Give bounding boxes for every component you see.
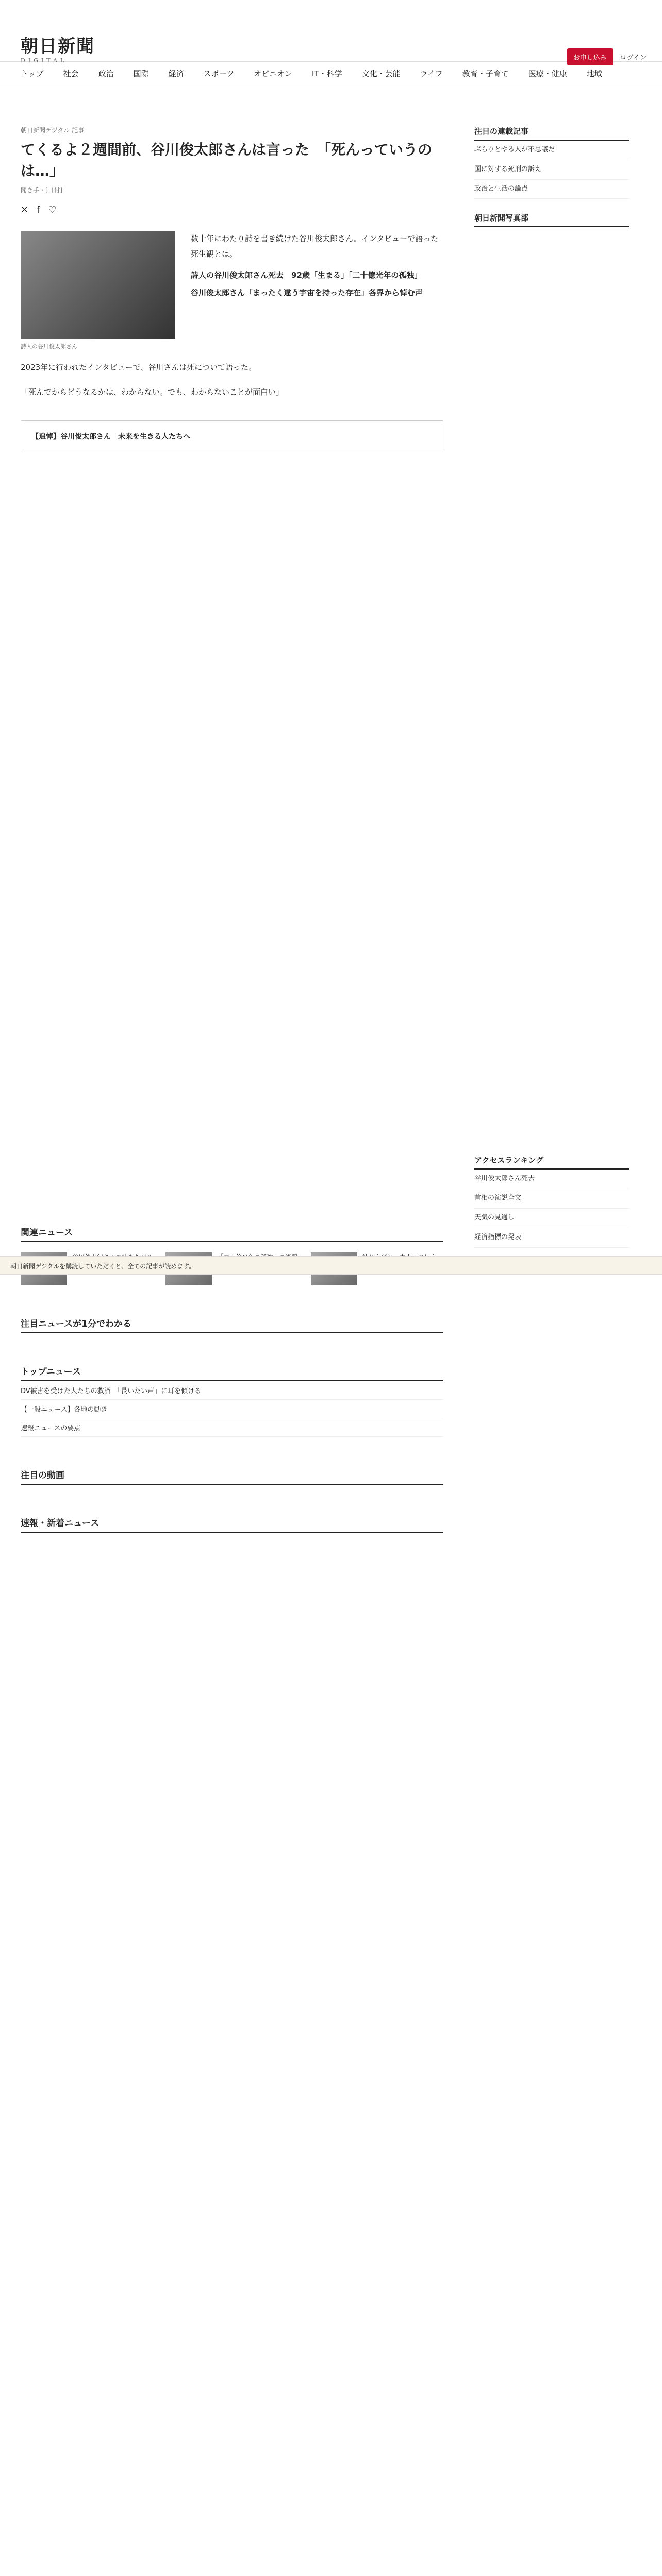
nav-item[interactable]: スポーツ [203, 69, 235, 78]
related-link[interactable]: 谷川俊太郎さん「まったく違う宇宙を持った存在」各界から悼む声 [191, 288, 423, 298]
photo-caption: 詩人の谷川俊太郎さん [21, 343, 77, 350]
nav-item[interactable]: 教育・子育て [462, 69, 509, 78]
paywall-banner[interactable]: 朝日新聞デジタルを購読していただくと、全ての記事が読めます。 [0, 1256, 662, 1275]
share-bar [21, 205, 443, 215]
article-main [21, 84, 443, 1533]
sidebar-rank-item[interactable]: 政治と生活の論点 [474, 180, 629, 199]
nav-item[interactable]: トップ [21, 69, 44, 78]
nav-item[interactable]: 文化・芸能 [361, 69, 401, 78]
article-body-1: 2023年に行われたインタビューで、谷川さんは死について語った。 [21, 363, 256, 372]
section-video: 注目の動画 [21, 1468, 443, 1485]
section-top: トップニュース [21, 1364, 443, 1381]
login-link[interactable]: ログイン [620, 54, 647, 62]
twitter-icon[interactable]: ✕ [21, 205, 29, 216]
article-title: てくるよ２週間前、谷川俊太郎さんは言った 「死んっていうのは…」 [21, 141, 433, 179]
sidebar-news-item[interactable]: 首相の演説全文 [474, 1189, 629, 1209]
breadcrumb[interactable]: 朝日新聞デジタル 記事 [21, 127, 85, 134]
nav-item[interactable]: オピニオン [254, 69, 293, 78]
subscribe-button[interactable]: お申し込み [567, 48, 613, 65]
section-related: 関連ニュース [21, 1225, 443, 1242]
nav-item[interactable]: 経済 [168, 69, 184, 78]
sidebar-news-item[interactable]: 経済指標の発表 [474, 1228, 629, 1248]
nav-item[interactable]: 政治 [98, 69, 114, 78]
top-news-item[interactable]: DV被害を受けた人たちの救済 「長いたい声」に耳を傾ける [21, 1381, 443, 1400]
sidebar-news-item[interactable]: 天気の見通し [474, 1209, 629, 1228]
sidebar-news-title: アクセスランキング [474, 1155, 629, 1170]
section-latest: 速報・新着ニュース [21, 1516, 443, 1533]
site-logo[interactable]: 朝日新聞 DIGITAL [21, 36, 95, 64]
sidebar [474, 84, 629, 1533]
top-news-item[interactable]: 【一般ニュース】各地の動き [21, 1400, 443, 1418]
sidebar-photo-title: 朝日新聞写真部 [474, 212, 629, 227]
related-box[interactable]: 【追悼】谷川俊太郎さん 未来を生きる人たちへ [21, 420, 443, 452]
related-links [191, 269, 443, 299]
lead-text: 数十年にわたり詩を書き続けた谷川俊太郎さん。インタビューで語った死生観とは。 [191, 234, 439, 259]
sidebar-rank-item[interactable]: 国に対する死刑の訴え [474, 160, 629, 180]
top-news-item[interactable]: 速報ニュースの要点 [21, 1418, 443, 1437]
header-actions [567, 48, 647, 65]
facebook-icon[interactable]: f [37, 205, 40, 216]
article-body-2: 「死んでからどうなるかは、わからない。でも、わからないことが面白い」 [21, 387, 284, 397]
related-link[interactable]: 詩人の谷川俊太郎さん死去 92歳「生まる」「二十億光年の孤独」 [191, 270, 422, 280]
sidebar-rank-item[interactable]: ぶらりとやる人が不思議だ [474, 141, 629, 160]
article-photo [21, 231, 175, 339]
article-meta: 聞き手・[日付] [21, 187, 63, 194]
section-1min: 注目ニュースが1分でわかる [21, 1316, 443, 1333]
sidebar-rank-title: 注目の連載記事 [474, 126, 629, 141]
nav-item[interactable]: 社会 [63, 69, 79, 78]
bookmark-icon[interactable]: ♡ [48, 205, 57, 216]
nav-item[interactable]: ライフ [420, 69, 443, 78]
nav-item[interactable]: IT・科学 [312, 69, 342, 78]
main-nav [0, 62, 662, 84]
nav-item[interactable]: 医療・健康 [528, 69, 567, 78]
sidebar-news-item[interactable]: 谷川俊太郎さん死去 [474, 1170, 629, 1189]
site-header [0, 0, 662, 62]
nav-item[interactable]: 地域 [586, 69, 602, 78]
nav-item[interactable]: 国際 [133, 69, 149, 78]
